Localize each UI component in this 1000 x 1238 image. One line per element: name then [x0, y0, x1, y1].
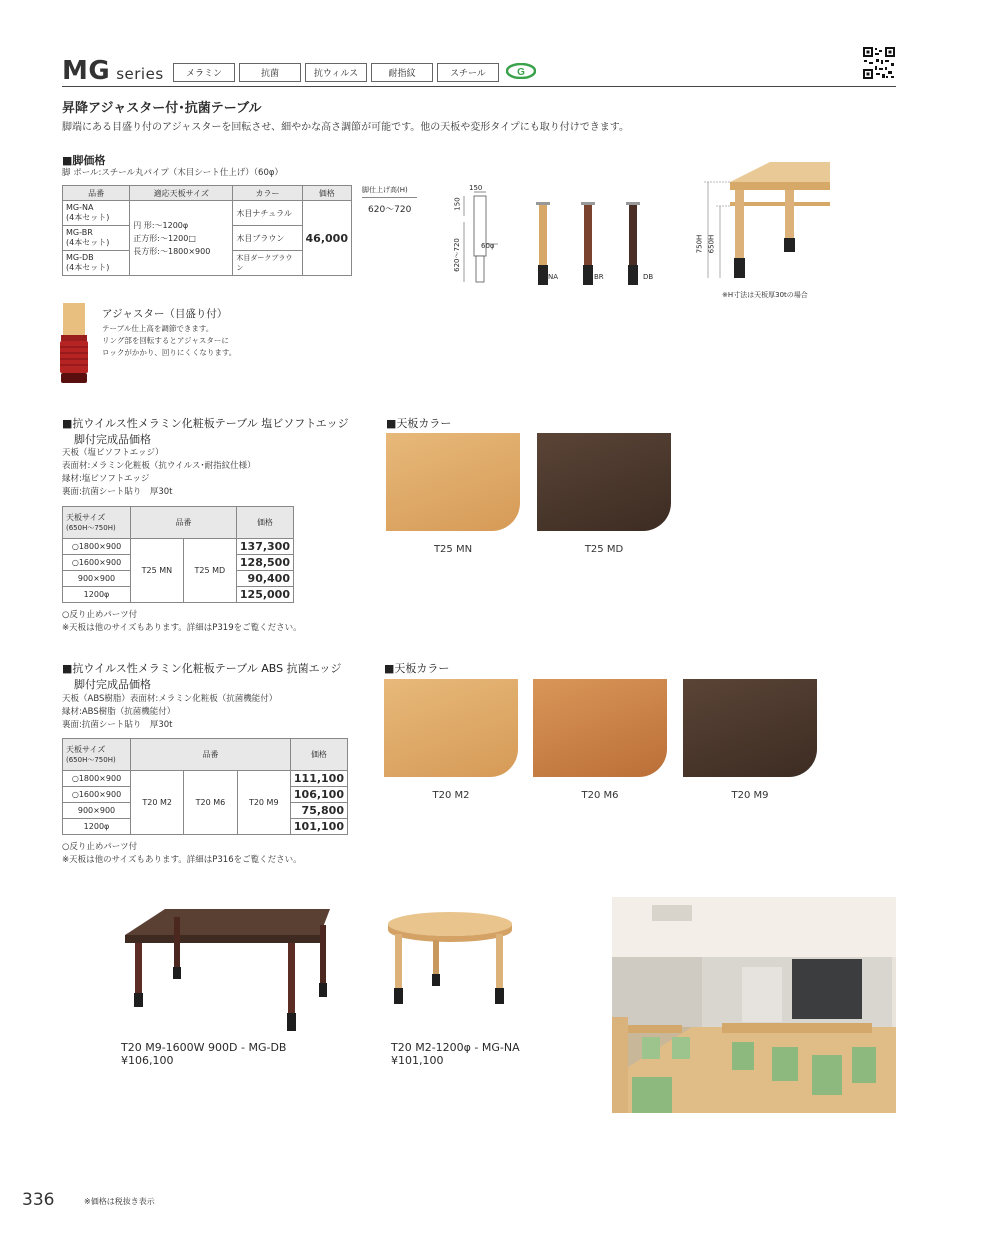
s1-col-size-label: 天板サイズ: [66, 513, 106, 522]
s2-col-size-label: 天板サイズ: [66, 745, 106, 754]
dining-room-photo: [612, 897, 896, 1113]
s1-code-mn: T25 MN: [131, 539, 184, 603]
leg-br: [584, 205, 592, 265]
swatch-t20-m6: [533, 679, 667, 777]
section2-price-table: [62, 738, 348, 835]
dim-top: 150: [469, 184, 483, 192]
leg-color-na: 木目ナチュラル: [233, 201, 302, 226]
product-1-price: ¥106,100: [121, 1054, 174, 1067]
dim-range: 620～720: [452, 238, 461, 272]
s2-price-1600: 106,100: [290, 787, 347, 803]
tag-antibacterial: 抗菌: [239, 63, 301, 82]
s2-col-size: [63, 739, 131, 771]
swatch-label-t25-md: T25 MD: [584, 544, 624, 555]
section2-specs: [62, 693, 277, 732]
s1-price-1800: 137,300: [236, 539, 293, 555]
leg-label-db: DB: [643, 273, 654, 281]
section2-spec-line: 裏面:抗菌シート貼り 厚30t: [62, 720, 173, 730]
section1-notes: [62, 609, 302, 635]
section2-heading: ■抗ウイルス性メラミン化粧板テーブル ABS 抗菌エッジ: [62, 662, 342, 675]
s1-size-1200: 1200φ: [63, 587, 131, 603]
s2-price-1800: 111,100: [290, 771, 347, 787]
height-note: ※H寸法は天板厚30tの場合: [722, 291, 808, 299]
s1-price-1200: 125,000: [236, 587, 293, 603]
section1-spec-line: 天板（塩ビソフトエッジ）: [62, 448, 164, 458]
adjuster-desc-line-1: テーブル仕上高を調節できます。: [102, 324, 214, 333]
leg-label-br: BR: [594, 273, 604, 281]
s2-size-1600: ○1600×900: [63, 787, 131, 803]
tag-anti-fingerprint: 耐指紋: [371, 63, 433, 82]
g-mark-letter: G: [517, 67, 525, 78]
adjuster-description: [102, 323, 236, 359]
product-photo-rectangular-table: [115, 905, 335, 1035]
swatch-label-t20-m6: T20 M6: [581, 790, 619, 801]
swatch-label-t20-m2: T20 M2: [432, 790, 470, 801]
s2-code-m9: T20 M9: [237, 771, 290, 835]
section1-spec-line: 縁材:塩ビソフトエッジ: [62, 474, 150, 484]
s1-price-1600: 128,500: [236, 555, 293, 571]
s2-col-code: 品番: [131, 739, 291, 771]
tag-melamine: メラミン: [173, 63, 235, 82]
section2-note-2: ※天板は他のサイズもあります。詳細はP316をご覧ください。: [62, 855, 302, 865]
section1-spec-line: 表面材:メラミン化粧板（抗ウイルス･耐指紋仕様）: [62, 461, 256, 471]
leg-na-plate: [536, 202, 550, 205]
leg-na: [539, 205, 547, 265]
adjuster-desc-line-2: リング部を回転するとアジャスターに: [102, 336, 229, 345]
product-2-price: ¥101,100: [391, 1054, 444, 1067]
g-mark-logo: [506, 63, 536, 79]
s2-price-1200: 101,100: [290, 819, 347, 835]
leg-code-db: MG-DB (4本セット): [63, 251, 130, 276]
adjuster-title: アジャスター（目盛り付）: [102, 308, 228, 320]
section2-color-heading: ■天板カラー: [384, 662, 450, 675]
section1-specs: [62, 447, 256, 499]
adjuster-desc-line-3: ロックがかかり、回りにくくなります。: [102, 348, 237, 357]
dim-750h: 750H: [695, 234, 704, 254]
col-price: 価格: [302, 186, 351, 201]
height-header: 脚仕上げ高(H): [362, 185, 417, 198]
adjuster-photo: [55, 303, 95, 385]
leg-price-table: [62, 185, 352, 276]
section1-color-heading: ■天板カラー: [386, 417, 452, 430]
swatch-label-t20-m9: T20 M9: [731, 790, 769, 801]
leg-db: [629, 205, 637, 265]
product-photo-round-table: [385, 910, 515, 1015]
page-number: 336: [22, 1190, 55, 1210]
leg-color-db: 木目ダークブラウン: [233, 251, 302, 276]
section2-spec-line: 天板（ABS樹脂）表面材:メラミン化粧板（抗菌機能付）: [62, 694, 278, 704]
product-1-name: T20 M9-1600W 900D - MG-DB: [121, 1041, 287, 1054]
swatch-t25-mn: [386, 433, 520, 531]
size-round: 円 形:～1200φ: [133, 220, 189, 230]
s1-col-size-sub: (650H～750H): [66, 524, 116, 532]
swatch-label-t25-mn: T25 MN: [433, 544, 473, 555]
leg-label-na: NA: [548, 273, 559, 281]
section1-subheading: 脚付完成品価格: [74, 433, 151, 446]
section1-note-1: ○反り止めパーツ付: [62, 610, 138, 620]
col-color: カラー: [233, 186, 302, 201]
qr-code-icon[interactable]: [862, 46, 896, 80]
s2-col-size-sub: (650H～750H): [66, 756, 116, 764]
s1-size-900: 900×900: [63, 571, 131, 587]
series-name: MG: [62, 56, 111, 86]
leg-price-value: 46,000: [302, 201, 351, 276]
s1-size-1600: ○1600×900: [63, 555, 131, 571]
leg-sizes: [130, 201, 233, 276]
size-square: 正方形:～1200□: [133, 233, 196, 243]
height-value: 620～720: [368, 205, 412, 215]
leg-price-heading: ■脚価格: [62, 154, 106, 167]
dim-diameter: 60φ: [481, 242, 495, 250]
s1-col-size: [63, 507, 131, 539]
feature-tags: [173, 63, 499, 82]
size-rect: 長方形:～1800×900: [133, 246, 211, 256]
section2-notes: [62, 841, 302, 867]
s2-code-m6: T20 M6: [184, 771, 237, 835]
tag-steel: スチール: [437, 63, 499, 82]
tag-antivirus: 抗ウィルス: [305, 63, 367, 82]
swatch-t20-m2: [384, 679, 518, 777]
s2-size-1800: ○1800×900: [63, 771, 131, 787]
table-height-illustration: [700, 160, 830, 288]
s2-col-price: 価格: [290, 739, 347, 771]
s1-col-price: 価格: [236, 507, 293, 539]
s1-size-1800: ○1800×900: [63, 539, 131, 555]
section2-spec-line: 縁材:ABS樹脂（抗菌機能付）: [62, 707, 176, 717]
s1-col-code: 品番: [131, 507, 237, 539]
page-title: 昇降アジャスター付･抗菌テーブル: [62, 101, 262, 116]
col-size: 適応天板サイズ: [130, 186, 233, 201]
leg-color-br: 木目ブラウン: [233, 226, 302, 251]
swatch-t20-m9: [683, 679, 817, 777]
s2-code-m2: T20 M2: [131, 771, 184, 835]
page-description: 脚端にある目盛り付のアジャスターを回転させ、細やかな高さ調節が可能です。他の天板や変形タイプにも取り付けできます。: [62, 122, 629, 133]
section2-note-1: ○反り止めパーツ付: [62, 842, 138, 852]
s2-price-900: 75,800: [290, 803, 347, 819]
s2-size-900: 900×900: [63, 803, 131, 819]
leg-price-subtitle: 脚 ポール:スチール丸パイプ（木目シート仕上げ）（60φ）: [62, 168, 283, 178]
s2-size-1200: 1200φ: [63, 819, 131, 835]
section1-note-2: ※天板は他のサイズもあります。詳細はP319をご覧ください。: [62, 623, 302, 633]
series-title: [62, 56, 164, 86]
product-2-name: T20 M2-1200φ - MG-NA: [391, 1041, 520, 1054]
leg-code-na: MG-NA (4本セット): [63, 201, 130, 226]
leg-code-br: MG-BR (4本セット): [63, 226, 130, 251]
section1-spec-line: 裏面:抗菌シート貼り 厚30t: [62, 487, 173, 497]
col-code: 品番: [63, 186, 130, 201]
header-divider: [62, 86, 896, 87]
dim-150: 150: [453, 197, 462, 211]
swatch-t25-md: [537, 433, 671, 531]
s1-code-md: T25 MD: [183, 539, 236, 603]
section1-heading: ■抗ウイルス性メラミン化粧板テーブル 塩ビソフトエッジ: [62, 417, 349, 430]
section2-subheading: 脚付完成品価格: [74, 678, 151, 691]
dim-650h: 650H: [707, 234, 716, 254]
tax-note: ※価格は税抜き表示: [84, 1197, 155, 1206]
series-suffix: series: [116, 65, 164, 83]
section1-price-table: [62, 506, 294, 603]
s1-price-900: 90,400: [236, 571, 293, 587]
